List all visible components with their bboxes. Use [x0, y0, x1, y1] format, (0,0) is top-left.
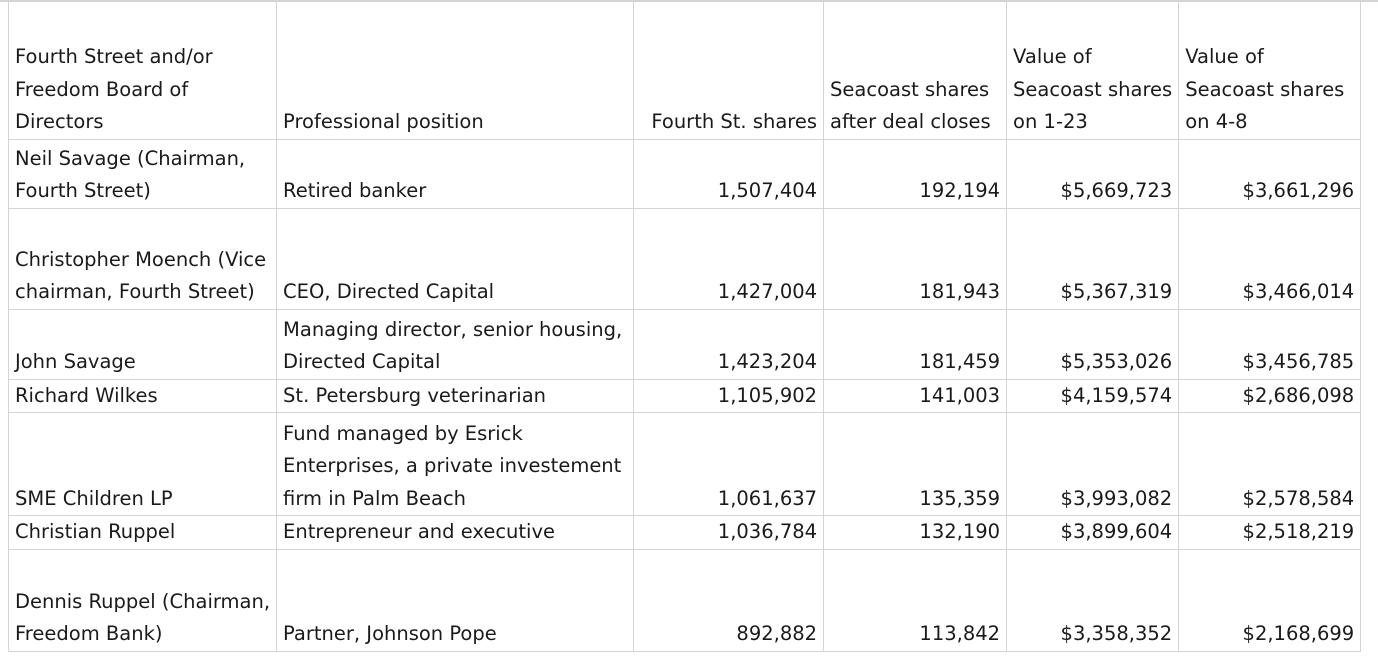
header-cell-seacoast-shares[interactable]: [824, 2, 1007, 139]
header-text: Value of: [1013, 45, 1092, 68]
cell-value-4-8[interactable]: $3,466,014: [1179, 208, 1361, 309]
cell-position[interactable]: [277, 549, 634, 651]
header-text: on 1-23: [1013, 110, 1088, 133]
cell-value-4-8[interactable]: $3,456,785: [1179, 309, 1361, 379]
cell-text: Freedom Bank): [15, 622, 163, 645]
header-text: on 4-8: [1185, 110, 1248, 133]
cell-position[interactable]: [277, 379, 634, 413]
cell-fourth-st-shares[interactable]: 1,105,902: [634, 379, 824, 413]
header-text: Freedom Board of: [15, 77, 189, 101]
cell-value-1-23[interactable]: $4,159,574: [1007, 379, 1179, 413]
cell-seacoast-shares[interactable]: 181,943: [824, 208, 1007, 309]
cell-fourth-st-shares[interactable]: 1,036,784: [634, 516, 824, 550]
cell-fourth-st-shares[interactable]: 1,507,404: [634, 139, 824, 208]
cell-text: CEO, Directed Capital: [283, 280, 495, 303]
header-cell-value-4-8[interactable]: [1179, 2, 1361, 139]
table-row: [9, 208, 1361, 309]
cell-director-name[interactable]: [9, 516, 277, 550]
cell-text: Partner, Johnson Pope: [283, 622, 497, 645]
cell-text: SME Children LP: [15, 486, 173, 510]
header-text: Value of: [1185, 45, 1264, 68]
cell-seacoast-shares[interactable]: 113,842: [824, 549, 1007, 651]
cell-text: Directed Capital: [283, 350, 441, 373]
table-row: [9, 516, 1361, 550]
cell-text: Christian Ruppel: [15, 520, 176, 543]
header-text: Seacoast shares: [830, 77, 990, 101]
header-cell-value-1-23[interactable]: [1007, 2, 1179, 139]
cell-fourth-st-shares[interactable]: 892,882: [634, 549, 824, 651]
cell-text: Managing director, senior housing,: [283, 317, 623, 341]
table-row: [9, 413, 1361, 516]
cell-seacoast-shares[interactable]: 132,190: [824, 516, 1007, 550]
cell-position[interactable]: [277, 516, 634, 550]
cell-director-name[interactable]: [9, 549, 277, 651]
sheet-left-margin: [0, 2, 8, 658]
cell-director-name[interactable]: [9, 379, 277, 413]
cell-text: Dennis Ruppel (Chairman,: [15, 589, 271, 613]
cell-value-1-23[interactable]: $3,899,604: [1007, 516, 1179, 550]
cell-value-4-8[interactable]: $2,686,098: [1179, 379, 1361, 413]
cell-seacoast-shares[interactable]: 181,459: [824, 309, 1007, 379]
table-row: [9, 549, 1361, 651]
cell-text: firm in Palm Beach: [283, 486, 467, 510]
header-cell-board[interactable]: [9, 2, 277, 139]
cell-director-name[interactable]: [9, 139, 277, 208]
cell-director-name[interactable]: [9, 413, 277, 516]
header-cell-fourth-st-shares[interactable]: [634, 2, 824, 139]
cell-director-name[interactable]: [9, 208, 277, 309]
cell-value-4-8[interactable]: $2,518,219: [1179, 516, 1361, 550]
header-text: Seacoast shares: [1185, 77, 1345, 101]
cell-value-4-8[interactable]: $3,661,296: [1179, 139, 1361, 208]
cell-value-1-23[interactable]: $3,993,082: [1007, 413, 1179, 516]
cell-value-1-23[interactable]: $5,353,026: [1007, 309, 1179, 379]
cell-seacoast-shares[interactable]: 141,003: [824, 379, 1007, 413]
cell-text: chairman, Fourth Street): [15, 280, 255, 303]
header-text: Professional position: [283, 110, 484, 133]
cell-text: Retired banker: [283, 179, 427, 202]
cell-position[interactable]: [277, 309, 634, 379]
header-text: Fourth Street and/or: [15, 45, 213, 68]
table-row: [9, 139, 1361, 208]
header-text: Seacoast shares: [1013, 77, 1173, 101]
cell-seacoast-shares[interactable]: 192,194: [824, 139, 1007, 208]
cell-value-1-23[interactable]: $3,358,352: [1007, 549, 1179, 651]
cell-position[interactable]: [277, 413, 634, 516]
cell-fourth-st-shares[interactable]: 1,061,637: [634, 413, 824, 516]
header-row: [9, 2, 1361, 139]
cell-position[interactable]: [277, 139, 634, 208]
header-cell-position[interactable]: [277, 2, 634, 139]
cell-value-1-23[interactable]: $5,367,319: [1007, 208, 1179, 309]
cell-value-4-8[interactable]: $2,168,699: [1179, 549, 1361, 651]
table-row: [9, 379, 1361, 413]
cell-fourth-st-shares[interactable]: 1,427,004: [634, 208, 824, 309]
cell-text: Entrepreneur and executive: [283, 520, 556, 543]
cell-fourth-st-shares[interactable]: 1,423,204: [634, 309, 824, 379]
cell-value-1-23[interactable]: $5,669,723: [1007, 139, 1179, 208]
cell-value-4-8[interactable]: $2,578,584: [1179, 413, 1361, 516]
cell-position[interactable]: [277, 208, 634, 309]
header-text: after deal closes: [830, 110, 991, 133]
cell-text: Fourth Street): [15, 179, 151, 202]
cell-text: St. Petersburg veterinarian: [283, 383, 547, 407]
header-text: Fourth St. shares: [651, 110, 818, 133]
cell-text: Christopher Moench (Vice: [15, 247, 267, 271]
cell-text: Richard Wilkes: [15, 383, 158, 407]
board-shares-table: [8, 2, 1361, 652]
cell-seacoast-shares[interactable]: 135,359: [824, 413, 1007, 516]
cell-director-name[interactable]: [9, 309, 277, 379]
cell-text: Fund managed by Esrick: [283, 421, 523, 445]
header-text: Directors: [15, 110, 104, 133]
cell-text: Neil Savage (Chairman,: [15, 146, 246, 170]
cell-text: John Savage: [15, 350, 136, 373]
table-row: [9, 309, 1361, 379]
cell-text: Enterprises, a private investement: [283, 454, 622, 477]
